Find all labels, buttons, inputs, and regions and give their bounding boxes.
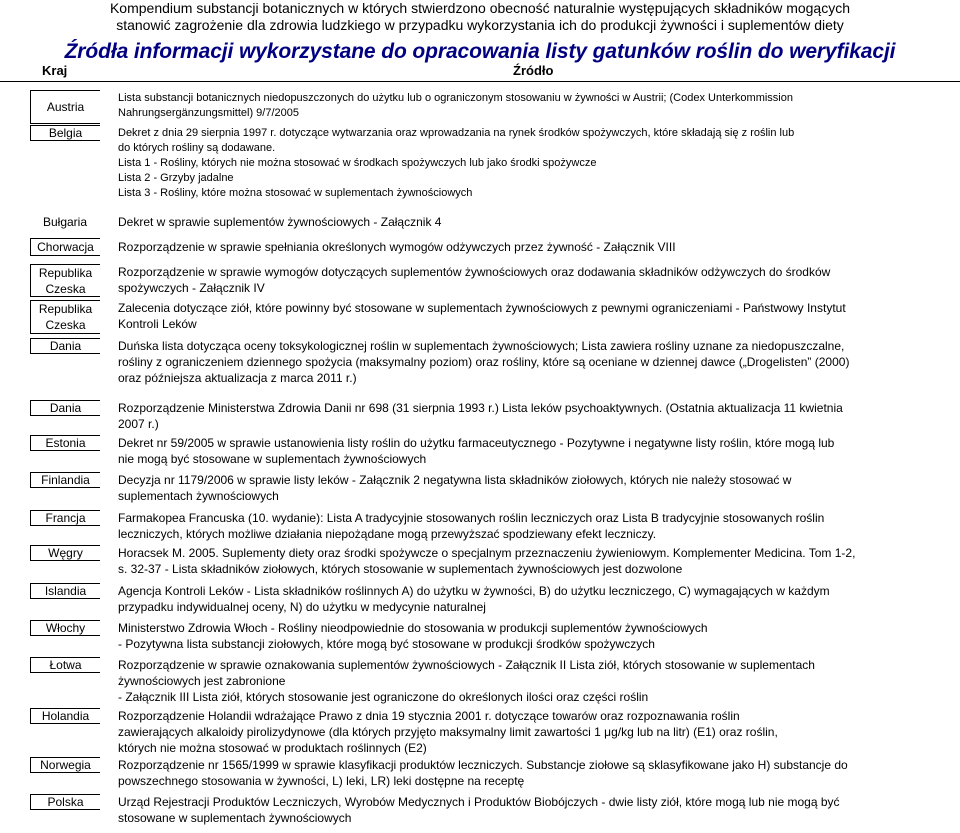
country-label: Estonia (45, 436, 86, 450)
source-cell (118, 794, 958, 826)
source-line: Dekret w sprawie suplementów żywnościowych - Załącznik 4 (118, 215, 442, 229)
country-label: Belgia (48, 126, 83, 140)
source-line: Kontroli Leków (118, 317, 197, 331)
country-label: Islandia (44, 584, 87, 598)
source-line: żywnościowych jest zabronione (118, 674, 286, 688)
source-line: Rozporządzenie w sprawie wymogów dotyczących suplementów żywnościowych oraz dodawania składników odżywczych do środków (118, 265, 831, 279)
source-cell (118, 757, 958, 789)
source-line: nie mogą być stosowane w suplementach żywnościowych (118, 452, 427, 466)
source-cell (118, 435, 958, 467)
country-label: Włochy (45, 621, 86, 635)
country-cell (30, 472, 100, 488)
source-line: s. 32-37 - Lista składników ziołowych, których stosowanie w suplementach żywnościowych jest dozwolone (118, 562, 683, 576)
source-cell (118, 400, 958, 432)
country-cell (30, 757, 100, 773)
country-label: Austria (46, 100, 85, 114)
source-line: 2007 r.) (118, 417, 159, 431)
page-title: Źródła informacji wykorzystane do opracowania listy gatunków roślin do weryfikacji (64, 40, 896, 63)
country-label: Dania (49, 339, 82, 353)
source-line: do których rośliny są dodawane. (118, 142, 276, 154)
source-cell (118, 620, 958, 652)
source-line: Rozporządzenie w sprawie spełniania określonych wymogów odżywczych przez żywność - Załącznik VIII (118, 240, 676, 254)
source-line: Lista substancji botanicznych niedopuszczonych do użytku lub o ograniczonym stosowaniu w żywności w Austrii; (Codex Unterkommission (118, 92, 793, 104)
source-line: zawierających alkaloidy pirolizydynowe (dla których przyjęto maksymalny limit zawartości 1 μg/kg lub na litr) (E1) oraz roślin, (118, 725, 778, 739)
country-label: Łotwa (49, 658, 82, 672)
source-line: Rozporządzenie nr 1565/1999 w sprawie klasyfikacji produktów leczniczych. Substancje ziołowe są sklasyfikowane jako H) substancje do (118, 758, 848, 772)
column-header-country: Kraj (42, 63, 68, 78)
country-cell (30, 510, 100, 526)
source-line: Nahrungsergänzungsmittel) 9/7/2005 (118, 107, 300, 119)
source-line: oraz późniejsza aktualizacja z marca 2011 r.) (118, 371, 357, 385)
country-label: Węgry (48, 546, 83, 560)
source-line: - Pozytywna lista substancji ziołowych, które mogą być stosowane w produkcji środków spożywczych (118, 637, 655, 651)
country-label: Francja (45, 511, 86, 525)
country-cell (30, 545, 100, 561)
source-line: Lista 3 - Rośliny, które można stosować w suplementach żywnościowych (118, 187, 473, 199)
source-cell (118, 126, 958, 201)
header-line-1: Kompendium substancji botanicznych w których stwierdzono obecność naturalnie występujących składników mogących (109, 0, 851, 16)
source-cell (118, 338, 958, 386)
source-cell (118, 510, 958, 542)
source-line: spożywczych - Załącznik IV (118, 281, 265, 295)
source-cell (118, 300, 958, 332)
source-line: leczniczych, których możliwe działania niepożądane mogą przewyższać spodziewany efekt leczniczy. (118, 527, 657, 541)
source-line: suplementach żywnościowych (118, 489, 279, 503)
source-cell (118, 91, 958, 121)
source-line: Lista 2 - Grzyby jadalne (118, 172, 234, 184)
country-cell (30, 620, 100, 636)
source-line: Urząd Rejestracji Produktów Leczniczych, Wyrobów Medycznych i Produktów Biobójczych - dwie listy ziół, które mogą lub nie mogą być (118, 795, 840, 809)
source-line: przypadku indywidualnej oceny, N) do użytku w medycynie naturalnej (118, 600, 486, 614)
column-header-source: Źródło (513, 63, 554, 78)
source-line: Agencja Kontroli Leków - Lista składników roślinnych A) do użytku w żywności, B) do użytku leczniczego, C) wymagających w każdym (118, 584, 830, 598)
source-line: Lista 1 - Rośliny, których nie można stosować w środkach spożywczych lub jako środki spożywcze (118, 157, 597, 169)
source-line: Zalecenia dotyczące ziół, które powinny być stosowane w suplementach żywnościowych z pewnymi ograniczeniami - Państwowy Instytut (118, 301, 846, 315)
country-cell (30, 338, 100, 354)
source-line: Rozporządzenie Ministerstwa Zdrowia Danii nr 698 (31 sierpnia 1993 r.) Lista leków psychoaktywnych. (Ostatnia aktualizacja 11 kwietnia (118, 401, 843, 415)
source-line: Decyzja nr 1179/2006 w sprawie listy leków - Załącznik 2 negatywna lista składników ziołowych, których nie należy stosować w (118, 473, 792, 487)
header-rule (0, 81, 960, 82)
country-cell (30, 300, 100, 334)
source-line: Horacsek M. 2005. Suplementy diety oraz środki spożywcze o specjalnym przeznaczeniu żywieniowym. Komplementer Medicina. Tom 1-2, (118, 546, 856, 560)
country-cell (30, 400, 100, 416)
source-line: Rozporządzenie Holandii wdrażające Prawo z dnia 19 stycznia 2001 r. dotyczące towarów oraz rozpoznawania roślin (118, 709, 740, 723)
source-line: stosowane w suplementach żywnościowych (118, 811, 352, 825)
source-cell (118, 657, 958, 705)
source-line: Ministerstwo Zdrowia Włoch - Rośliny nieodpowiednie do stosowania w produkcji suplementów żywnościowych (118, 621, 708, 635)
source-line: powszechnego stosowania w żywności, L) leki, LR) leki dostępne na receptę (118, 774, 525, 788)
country-cell (30, 708, 100, 724)
source-line: Duńska lista dotycząca oceny toksykologicznej roślin w suplementach żywnościowych; Lista zawiera rośliny uznane za niedopuszczalne, (118, 339, 845, 353)
source-line: Dekret z dnia 29 sierpnia 1997 r. dotyczące wytwarzania oraz wprowadzania na rynek środków spożywczych, które składają się z roślin lub (118, 127, 795, 139)
country-cell (30, 794, 100, 810)
country-cell (30, 125, 100, 141)
source-line: Farmakopea Francuska (10. wydanie): Lista A tradycyjnie stosowanych roślin leczniczych oraz Lista B tradycyjnie stosowanych roślin (118, 511, 825, 525)
country-label: Holandia (41, 709, 90, 723)
source-cell (118, 583, 958, 615)
country-label: Republika Czeska (38, 302, 93, 332)
source-cell (118, 214, 958, 230)
source-cell (118, 239, 958, 255)
country-cell (30, 213, 100, 231)
country-cell (30, 90, 100, 124)
source-cell (118, 545, 958, 577)
country-label: Polska (47, 795, 84, 809)
country-cell (30, 657, 100, 673)
country-cell (30, 238, 100, 256)
country-label: Norwegia (40, 758, 91, 772)
country-label: Dania (49, 401, 82, 415)
country-cell (30, 583, 100, 599)
source-cell (118, 472, 958, 504)
country-label: Chorwacja (37, 240, 94, 254)
source-line: - Załącznik III Lista ziół, których stosowanie jest ograniczone do określonych ilości oraz części roślin (118, 690, 649, 704)
source-cell (118, 264, 958, 296)
country-cell (30, 264, 100, 297)
source-line: których nie można stosować w produktach roślinnych (E2) (118, 741, 427, 755)
source-line: Dekret nr 59/2005 w sprawie ustanowienia listy roślin do użytku farmaceutycznego - Pozytywne i negatywne listy roślin, które mogą lub (118, 436, 835, 450)
source-cell (118, 708, 958, 756)
country-label: Bułgaria (42, 215, 88, 229)
country-label: Republika Czeska (38, 265, 93, 296)
country-cell (30, 435, 100, 451)
source-line: rośliny z ograniczeniem dziennego spożycia (maksymalny poziom) oraz rośliny, które są oceniane w dziennej dawce („Drogelisten” (2000) (118, 355, 850, 369)
source-line: Rozporządzenie w sprawie oznakowania suplementów żywnościowych - Załącznik II Lista ziół, których stosowanie w suplementach (118, 658, 815, 672)
header-line-2: stanowić zagrożenie dla zdrowia ludzkiego w przypadku wykorzystania ich do produkcji żywności i suplementów diety (116, 17, 844, 33)
country-label: Finlandia (41, 473, 90, 487)
